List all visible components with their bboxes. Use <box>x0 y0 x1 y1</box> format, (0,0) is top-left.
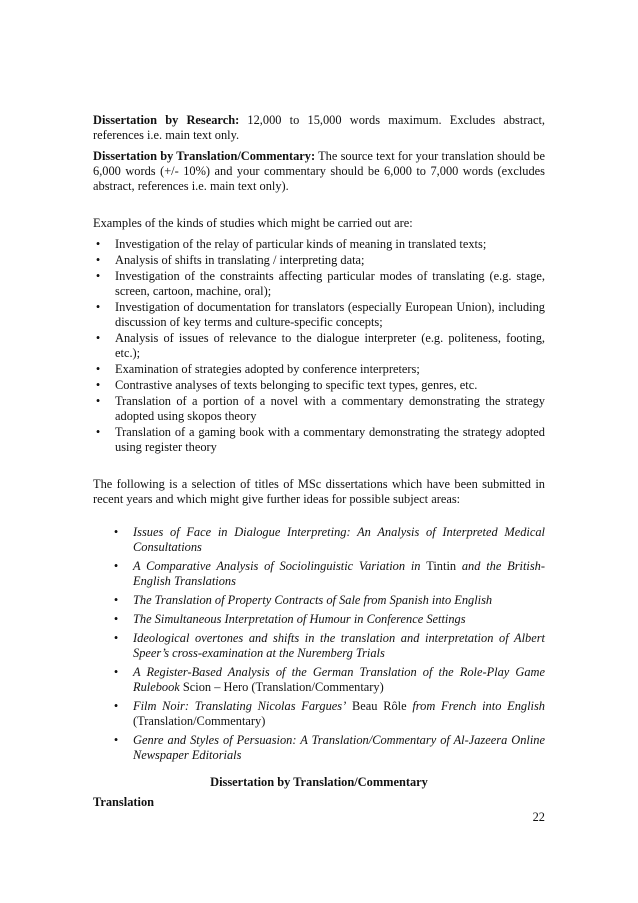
example-text: Translation of a portion of a novel with a commentary demonstrating the strategy adopted using skopos theory <box>115 394 545 423</box>
dissertation-title-item <box>111 665 545 695</box>
dissertation-title-item <box>111 593 545 608</box>
title-text-part: A Comparative Analysis of Sociolinguistic Variation in <box>133 559 427 573</box>
example-item <box>93 425 545 455</box>
bullet-icon: • <box>95 378 101 392</box>
title-text-part: Scion – Hero (Translation/Commentary) <box>179 680 384 694</box>
research-text: 12,000 to 15,000 words maximum. Excludes abstract, references i.e. main text only. <box>93 113 545 142</box>
translation-subheading: Translation <box>93 795 155 809</box>
translation-label: Dissertation by Translation/Commentary: <box>93 149 316 163</box>
title-text-part: Ideological overtones and shifts in the translation and interpretation of Albert Speer’s cross-examination at the Nuremberg Trials <box>133 631 545 660</box>
page-number: 22 <box>532 810 545 824</box>
bullet-icon: • <box>95 237 101 251</box>
title-text-part: (Translation/Commentary) <box>133 714 266 728</box>
bullet-icon: • <box>95 300 101 314</box>
dissertation-title-item <box>111 733 545 763</box>
dissertation-title-item <box>111 612 545 627</box>
title-text-part: The Simultaneous Interpretation of Humour in Conference Settings <box>133 612 466 626</box>
example-item <box>93 331 545 361</box>
bullet-icon: • <box>95 394 101 408</box>
titles-list <box>111 525 545 763</box>
research-paragraph <box>93 113 545 143</box>
bullet-icon: • <box>95 362 101 376</box>
dissertation-title-item <box>111 559 545 589</box>
translation-paragraph <box>93 149 545 194</box>
translation-text: The source text for your translation should be 6,000 words (+/- 10%) and your commentary should be 6,000 to 7,000 words (excludes abstract, references i.e. main text only). <box>93 149 545 193</box>
bullet-icon: • <box>113 665 119 679</box>
research-label: Dissertation by Research: <box>93 113 240 127</box>
bullet-icon: • <box>113 699 119 713</box>
bullet-icon: • <box>113 733 119 747</box>
example-text: Examination of strategies adopted by conference interpreters; <box>115 362 420 376</box>
example-text: Analysis of issues of relevance to the dialogue interpreter (e.g. politeness, footing, etc.); <box>115 331 545 360</box>
page-content <box>93 113 545 810</box>
bullet-icon: • <box>113 612 119 626</box>
examples-list <box>93 237 545 455</box>
example-item <box>93 378 545 393</box>
example-text: Analysis of shifts in translating / interpreting data; <box>115 253 365 267</box>
example-item <box>93 394 545 424</box>
title-text-part: Beau Rôle <box>346 699 413 713</box>
bullet-icon: • <box>95 253 101 267</box>
example-text: Investigation of the constraints affecting particular modes of translating (e.g. stage, screen, cartoon, machine, oral); <box>115 269 545 298</box>
example-text: Contrastive analyses of texts belonging to specific text types, genres, etc. <box>115 378 478 392</box>
examples-intro: Examples of the kinds of studies which might be carried out are: <box>93 216 413 230</box>
bullet-icon: • <box>95 269 101 283</box>
dissertation-title-item <box>111 525 545 555</box>
dissertation-title-item <box>111 699 545 729</box>
example-item <box>93 269 545 299</box>
title-text-part: from French into English <box>412 699 545 713</box>
section-heading: Dissertation by Translation/Commentary <box>210 775 428 789</box>
title-text-part: Genre and Styles of Persuasion: A Translation/Commentary of Al-Jazeera Online Newspaper Editorials <box>133 733 545 762</box>
example-text: Investigation of documentation for translators (especially European Union), including discussion of key terms and culture-specific concepts; <box>115 300 545 329</box>
example-text: Investigation of the relay of particular kinds of meaning in translated texts; <box>115 237 487 251</box>
example-item <box>93 253 545 268</box>
bullet-icon: • <box>95 425 101 439</box>
title-text-part: The Translation of Property Contracts of Sale from Spanish into English <box>133 593 493 607</box>
title-text-part: Tintin <box>426 559 457 573</box>
title-text-part: A Register-Based Analysis of the German Translation of the Role-Play Game Rulebook <box>133 665 545 694</box>
bullet-icon: • <box>113 525 119 539</box>
title-text-part: Issues of Face in Dialogue Interpreting: An Analysis of Interpreted Medical Consultations <box>133 525 545 554</box>
dissertation-title-item <box>111 631 545 661</box>
title-text-part: Film Noir: Translating Nicolas Fargues’ <box>133 699 347 713</box>
titles-intro: The following is a selection of titles of MSc dissertations which have been submitted in recent years and which might give further ideas for possible subject areas: <box>93 477 545 506</box>
title-text-part: and the British-English Translations <box>133 559 545 588</box>
example-item <box>93 300 545 330</box>
bullet-icon: • <box>113 559 119 573</box>
bullet-icon: • <box>113 593 119 607</box>
example-item <box>93 237 545 252</box>
example-text: Translation of a gaming book with a commentary demonstrating the strategy adopted using register theory <box>115 425 545 454</box>
bullet-icon: • <box>95 331 101 345</box>
example-item <box>93 362 545 377</box>
bullet-icon: • <box>113 631 119 645</box>
